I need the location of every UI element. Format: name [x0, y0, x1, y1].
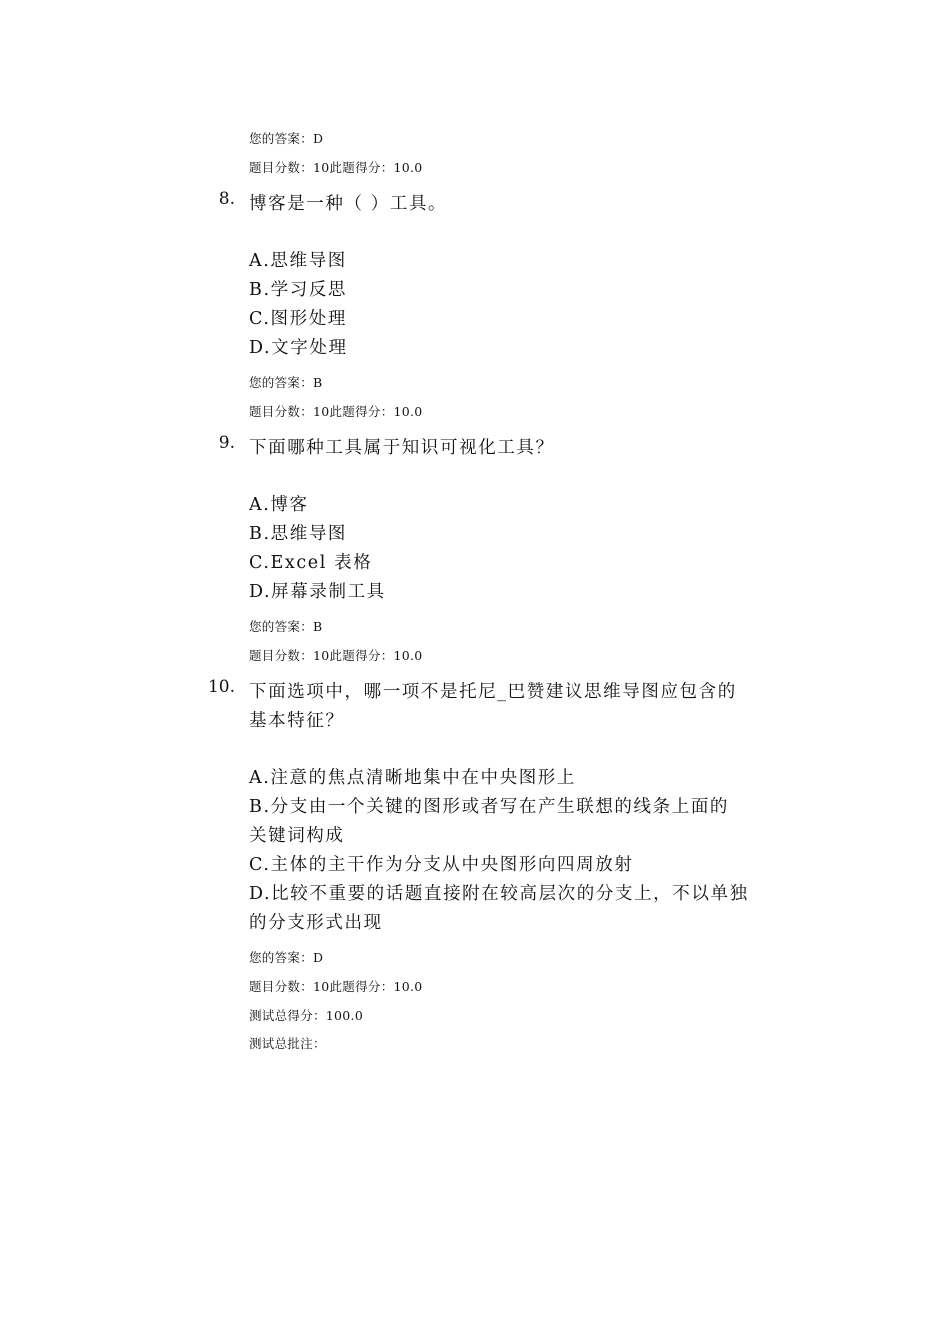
question-stem: 下面哪种工具属于知识可视化工具？: [249, 438, 555, 458]
option-b: B.思维导图: [249, 524, 348, 544]
question-number: 9.: [218, 433, 235, 453]
option-d: D.比较不重要的话题直接附在较高层次的分支上，不以单独: [249, 884, 749, 904]
option-d: D.文字处理: [249, 338, 348, 358]
score-line-prev: 题目分数：10此题得分：10.0: [249, 160, 423, 175]
score-line: 题目分数：10此题得分：10.0: [249, 648, 423, 663]
your-answer: 您的答案：D: [249, 950, 324, 965]
question-stem-line-1: 下面选项中，哪一项不是托尼_巴赞建议思维导图应包含的: [249, 682, 737, 702]
your-answer-prev: 您的答案：D: [249, 131, 324, 146]
option-d-continued: 的分支形式出现: [249, 913, 383, 933]
option-c: C.Excel 表格: [249, 553, 373, 573]
score-line: 题目分数：10此题得分：10.0: [249, 404, 423, 419]
total-score: 测试总得分：100.0: [249, 1008, 364, 1023]
question-number: 8.: [218, 189, 235, 209]
your-answer: 您的答案：B: [249, 619, 323, 634]
option-c: C.主体的主干作为分支从中央图形向四周放射: [249, 855, 634, 875]
option-a: A.博客: [249, 495, 309, 515]
option-b: B.学习反思: [249, 280, 348, 300]
total-comment: 测试总批注：: [249, 1036, 326, 1051]
option-d: D.屏幕录制工具: [249, 582, 386, 602]
option-a: A.思维导图: [249, 251, 347, 271]
option-b-continued: 关键词构成: [249, 826, 345, 846]
option-a: A.注意的焦点清晰地集中在中央图形上: [249, 768, 576, 788]
question-stem-line-2: 基本特征？: [249, 711, 345, 731]
score-line: 题目分数：10此题得分：10.0: [249, 979, 423, 994]
your-answer: 您的答案：B: [249, 375, 323, 390]
option-b: B.分支由一个关键的图形或者写在产生联想的线条上面的: [249, 797, 730, 817]
question-number: 10.: [207, 677, 235, 697]
question-stem: 博客是一种（ ）工具。: [249, 194, 448, 214]
option-c: C.图形处理: [249, 309, 347, 329]
